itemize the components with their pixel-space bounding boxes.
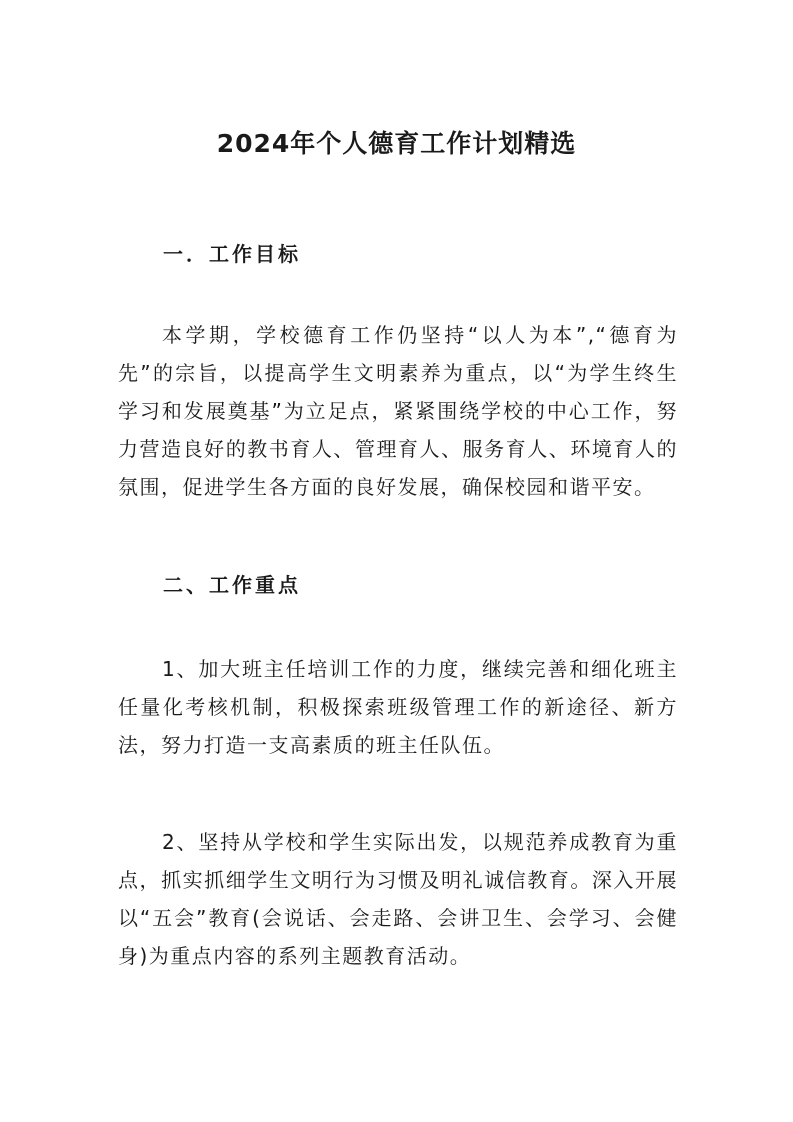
section-heading-focus: 二、工作重点 [163,573,301,597]
paragraph-goals: 本学期，学校德育工作仍坚持“以人为本”,“德育为先”的宗旨，以提高学生文明素养为重点，以“为学生终生学习和发展奠基”为立足点，紧紧围绕学校的中心工作，努力营造良好的教书育人、管理育人、服务育人、环境育人的氛围，促进学生各方面的良好发展，确保校园和谐平安。 [118,323,678,499]
section-heading-goals: 一．工作目标 [163,242,301,266]
document-title: 2024年个人德育工作计划精选 [216,129,577,158]
paragraph-focus-1: 1、加大班主任培训工作的力度，继续完善和细化班主任量化考核机制，积极探索班级管理工作的新途径、新方法，努力打造一支高素质的班主任队伍。 [118,657,678,757]
paragraph-focus-2: 2、坚持从学校和学生实际出发，以规范养成教育为重点，抓实抓细学生文明行为习惯及明礼诚信教育。深入开展以“五会”教育(会说话、会走路、会讲卫生、会学习、会健身)为重点内容的系列主题教育活动。 [118,830,678,968]
